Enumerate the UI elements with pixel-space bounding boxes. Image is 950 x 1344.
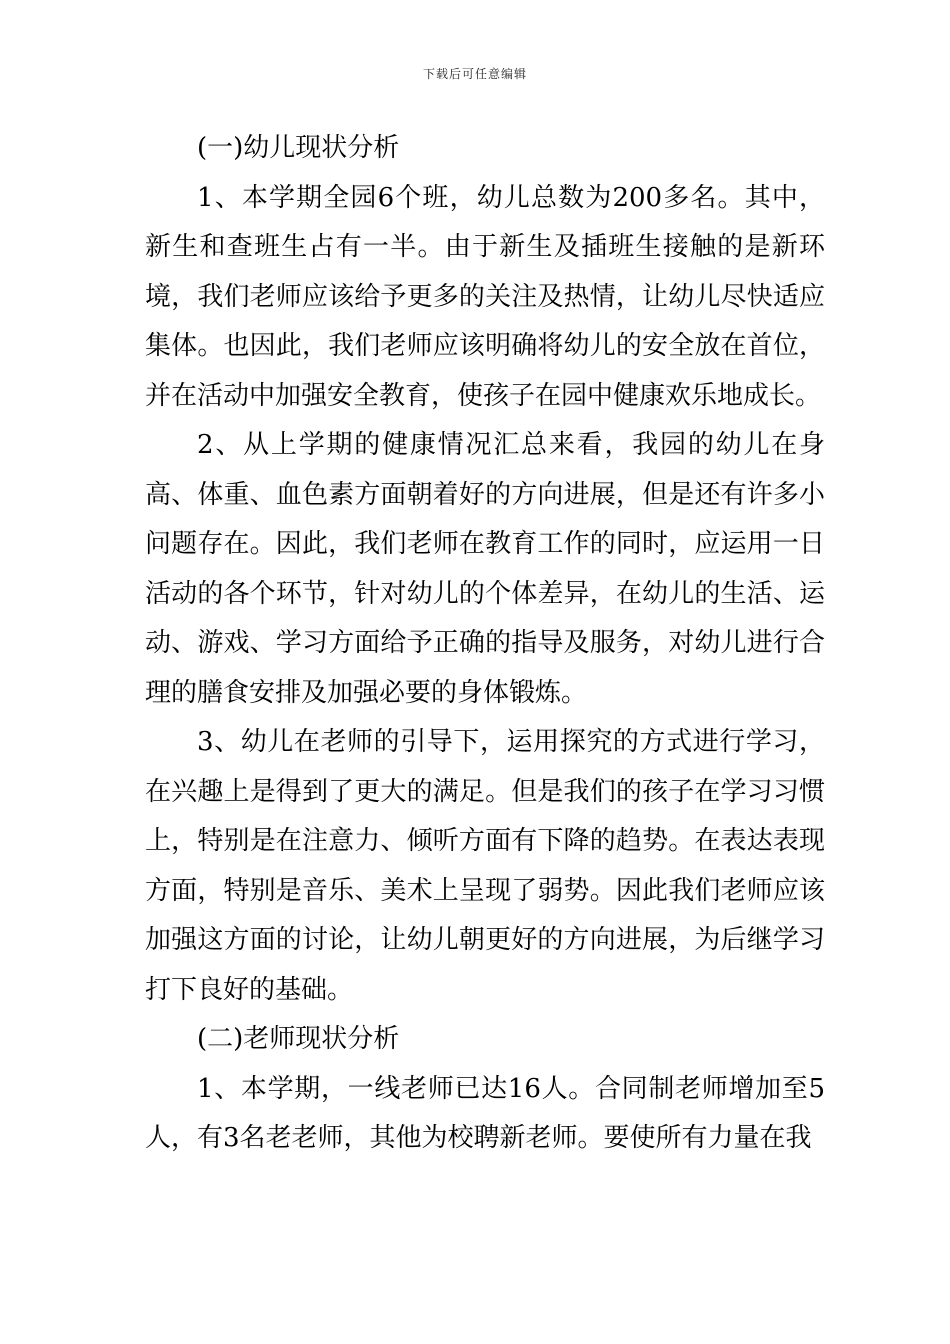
paragraph-2-1: 1、本学期，一线老师已达16人。合同制老师增加至5人，有3名老老师，其他为校聘新老师。要使所有力量在我 bbox=[145, 1073, 825, 1153]
document-body bbox=[145, 124, 825, 1164]
paragraph-1-2: 2、从上学期的健康情况汇总来看，我园的幼儿在身高、体重、血色素方面朝着好的方向进展，但是还有许多小问题存在。因此，我们老师在教育工作的同时，应运用一日活动的各个环节，针对幼儿的个体差异，在幼儿的生活、运动、游戏、学习方面给予正确的指导及服务，对幼儿进行合理的膳食安排及加强必要的身体锻炼。 bbox=[145, 430, 825, 708]
header-note: 下载后可任意编辑 bbox=[422, 67, 527, 81]
section-heading-1: (一)幼儿现状分析 bbox=[197, 133, 400, 163]
paragraph-1-1: 1、本学期全园6个班，幼儿总数为200多名。其中，新生和查班生占有一半。由于新生及插班生接触的是新环境，我们老师应该给予更多的关注及热情，让幼儿尽快适应集体。也因此，我们老师应该明确将幼儿的安全放在首位，并在活动中加强安全教育，使孩子在园中健康欢乐地成长。 bbox=[145, 182, 825, 411]
paragraph-1-3: 3、幼儿在老师的引导下，运用探究的方式进行学习，在兴趣上是得到了更大的满足。但是我们的孩子在学习习惯上，特别是在注意力、倾听方面有下降的趋势。在表达表现方面，特别是音乐、美术上呈现了弱势。因此我们老师应该加强这方面的讨论，让幼儿朝更好的方向进展，为后继学习打下良好的基础。 bbox=[145, 727, 825, 1005]
section-heading-2: (二)老师现状分析 bbox=[197, 1024, 400, 1054]
